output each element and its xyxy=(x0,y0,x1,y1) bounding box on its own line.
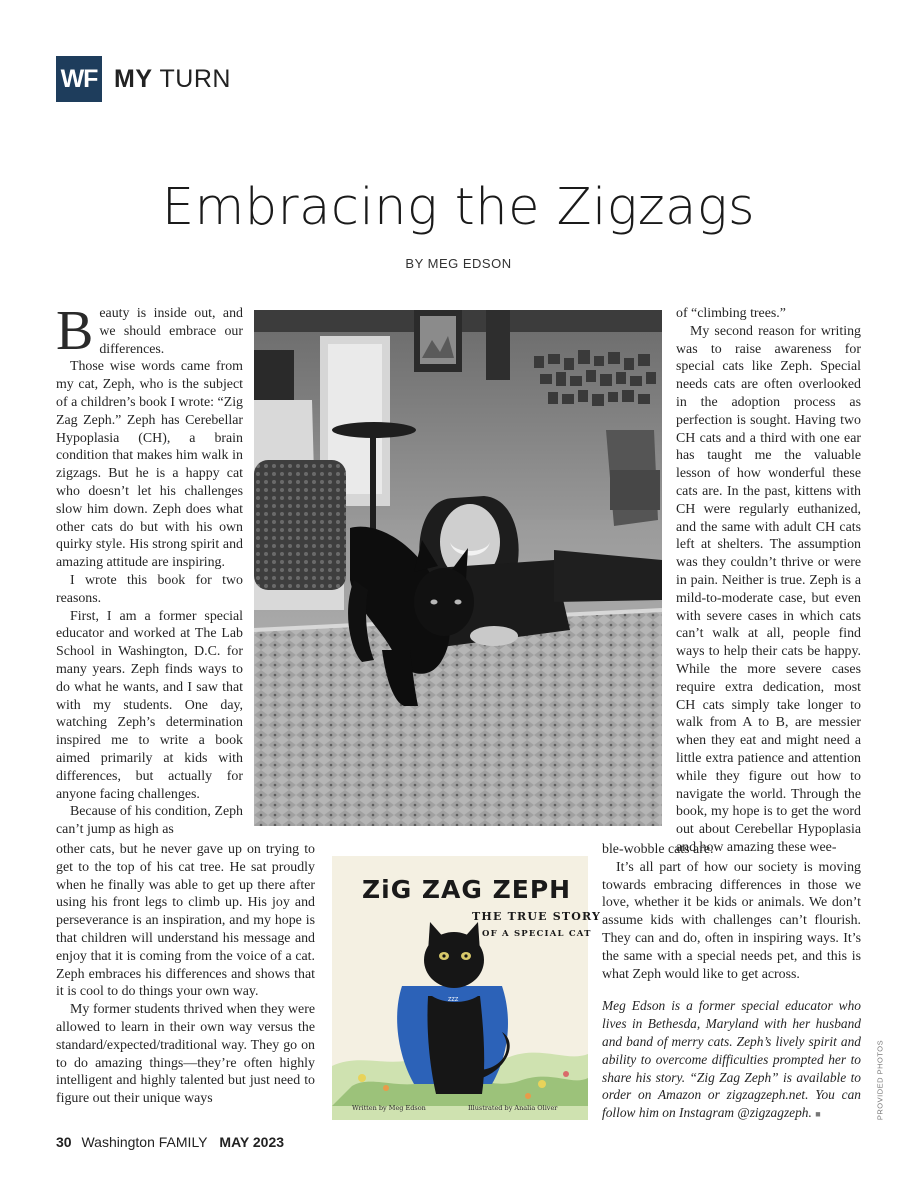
wf-logo: WF xyxy=(56,56,102,102)
book-illustrator-credit: Illustrated by Analia Oliver xyxy=(468,1104,558,1112)
article-title: Embracing the Zigzags xyxy=(161,178,756,237)
section-label-bold: MY xyxy=(114,64,153,93)
section-label-light: TURN xyxy=(159,64,231,93)
paragraph-5-continued: other cats, but he never gave up on trying to get to the top of his cat tree. He sat proudly when he finally was able to get up there after using his front legs to climb up. His joy and perseverance is an inspiration, and my hope is that children will understand his message and enjoy that it is coming from the voice of a cat. Zeph embraces his differences and shows that it is cool to do things your own way. xyxy=(56,842,315,1000)
paragraph-6: My former students thrived when they were allowed to learn in their own way versus the standard/expected/traditional way. They go on to do amazing things—they’re often highly intelligent and highly talented but just need to figure out their unique ways xyxy=(56,1002,315,1107)
book-subtitle-line-1: THE TRUE STORY xyxy=(472,910,602,923)
book-subtitle-line-2: OF A SPECIAL CAT xyxy=(482,929,592,939)
section-label xyxy=(114,65,231,94)
column-1-lower xyxy=(56,841,315,1108)
collar-tag: ZZZ xyxy=(448,997,459,1003)
book-title: ZiG ZAG ZEPH xyxy=(362,875,572,904)
page-number: 30 xyxy=(56,1134,72,1150)
book-cover-illustration xyxy=(332,856,602,1120)
magazine-name: Washington FAMILY xyxy=(81,1134,208,1150)
paragraph-4: First, I am a former special educator and worked at The Lab School in Washington, D.C. for many years. Zeph finds ways to do what he wants, and I saw that with my students. One day, watching Zeph’s determination inspired me to write a book aimed primarily at kids with differences, but actually for anyone facing challenges. xyxy=(56,608,243,802)
column-3-lower xyxy=(602,841,861,1124)
patterned-ottoman xyxy=(254,460,346,590)
paragraph-3: I wrote this book for two reasons. xyxy=(56,572,243,606)
paragraph-1-text: eauty is inside out, and we should embrace our differences. xyxy=(99,306,243,357)
author-cat-photo-illustration xyxy=(254,310,662,826)
paragraph-8: It’s all part of how our society is moving towards embracing differences in those we love, whether it be kids or animals. We don’t assume kids with challenges can’t flourish. They can and do, often in inspiring ways. It’s the same with a special needs pet, and this is what Zeph would like to get across. xyxy=(602,859,861,982)
section-header xyxy=(56,56,231,102)
paragraph-5-start: Because of his condition, Zeph can’t jump as high as xyxy=(56,804,243,838)
issue-date: MAY 2023 xyxy=(219,1134,285,1150)
end-mark: ■ xyxy=(815,1109,821,1120)
photo-credit-text: PROVIDED PHOTOS xyxy=(875,1039,885,1121)
paragraph-7-end: ble-wobble cats are. xyxy=(602,842,714,857)
paragraph-7: My second reason for writing was to raise awareness for special cats like Zeph. Special needs cats are often overlooked in the adoption process as perfection is sought. Having two CH cats and a third with one ear has taught me the valuable lesson of how wonderful these cats are. In the past, kittens with CH were regularly euthanized, and the same with adult CH cats left at shelters. The assumption was they couldn’t thrive or were in pain. Neither is true. Zeph is a mild-to-moderate case, but even with severe cases in which cats can’t walk at all, people find ways to help their cats be happy. While the more severe cases require extra dedication, most CH cats simply take longer to walk from A to B, are messier when they eat and might need a little extra patience and attention while they figure out how to navigate the world. Through the book, my hope is to get the word out about Cerebellar Hypoplasia and how amazing these wee- xyxy=(676,323,861,855)
book-cover xyxy=(332,856,602,1120)
photo-credit xyxy=(873,1030,887,1130)
paragraph-2: Those wise words came from my cat, Zeph, who is the subject of a children’s book I wrote: “Zig Zag Zeph.” Zeph has Cerebellar Hypoplasia (CH), a brain condition that makes him walk in zigzags. But he is a happy cat who doesn’t let his challenges slow him down. Zeph does what other cats do but with his own quirky style. His strong spirit and amazing attitude are inspiring. xyxy=(56,359,243,571)
drop-cap: B xyxy=(56,300,94,362)
author-bio xyxy=(602,997,861,1124)
page-footer xyxy=(56,1134,284,1150)
article-byline: BY MEG EDSON xyxy=(405,256,512,271)
book-author-credit: Written by Meg Edson xyxy=(352,1104,426,1112)
column-3-upper xyxy=(676,305,861,857)
paragraph-6-end: of “climbing trees.” xyxy=(676,306,786,321)
paragraph-1 xyxy=(56,300,243,362)
author-bio-text: Meg Edson is a former special educator who lives in Bethesda, Maryland with her husband and band of merry cats. Zeph’s lively spirit and ability to overcome difficulties prompted her to share his story. “Zig Zag Zeph” is available to order on Amazon or zigzagzeph.net. You can follow him on Instagram @zigzagzeph. xyxy=(602,998,861,1121)
column-1-upper xyxy=(56,300,243,839)
author-cat-photo xyxy=(254,310,662,826)
